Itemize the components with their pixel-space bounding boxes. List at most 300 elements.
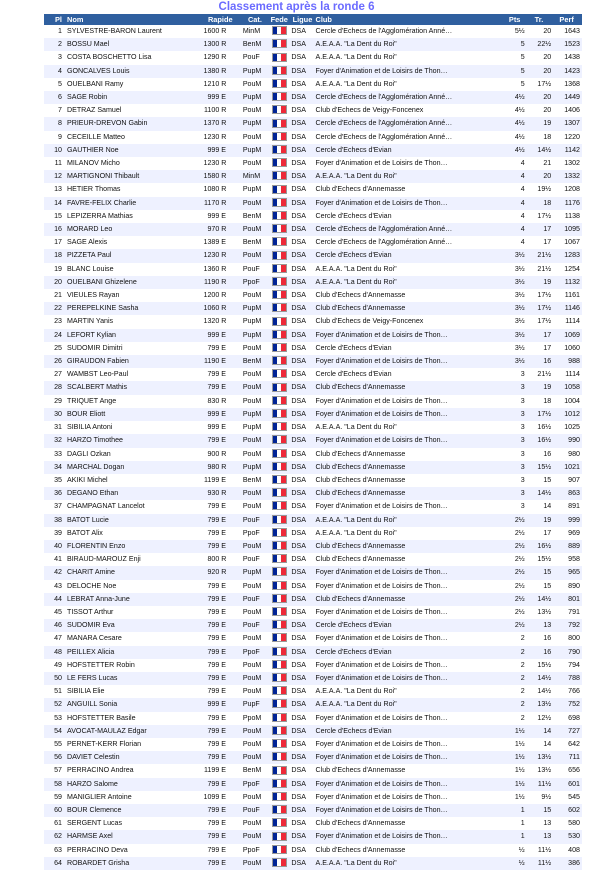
table-row	[44, 104, 582, 117]
cell-name: SIBILIA Antoni	[65, 421, 200, 434]
cell-club: A.E.A.A. "La Dent du Roi"	[314, 698, 505, 711]
cell-tiebreak: 15	[527, 580, 554, 593]
table-row	[44, 804, 582, 817]
cell-performance: 794	[553, 659, 582, 672]
france-flag-icon	[272, 211, 287, 220]
cell-points: 2	[505, 672, 527, 685]
cell-tiebreak: 9½	[527, 791, 554, 804]
cell-place: 20	[44, 276, 65, 289]
cell-category: PouM	[243, 632, 267, 645]
cell-performance: 801	[553, 593, 582, 606]
cell-rating-type: E	[221, 619, 243, 632]
cell-place: 9	[44, 131, 65, 144]
cell-federation	[267, 263, 291, 276]
cell-tiebreak: 17½	[527, 408, 554, 421]
france-flag-icon	[272, 224, 287, 233]
cell-name: PRIEUR-DREVON Gabin	[65, 117, 200, 130]
cell-performance: 1220	[553, 131, 582, 144]
cell-points: 3	[505, 500, 527, 513]
cell-rating-type: R	[221, 553, 243, 566]
cell-rating-type: E	[221, 844, 243, 857]
cell-performance: 1643	[553, 25, 582, 38]
cell-rating-type: E	[221, 698, 243, 711]
cell-club: Foyer d'Animation et de Loisirs de Thon…	[314, 197, 505, 210]
cell-points: 4	[505, 197, 527, 210]
col-header-cat: Cat.	[243, 14, 267, 25]
cell-place: 15	[44, 210, 65, 223]
cell-points: 2½	[505, 527, 527, 540]
cell-rating-type: E	[221, 342, 243, 355]
cell-league: DSA	[291, 197, 313, 210]
cell-performance: 1449	[553, 91, 582, 104]
cell-place: 33	[44, 448, 65, 461]
cell-federation	[267, 632, 291, 645]
cell-points: 3	[505, 487, 527, 500]
cell-category: PouF	[243, 514, 267, 527]
cell-league: DSA	[291, 553, 313, 566]
cell-rating: 970	[200, 223, 222, 236]
cell-name: SIBILIA Elie	[65, 685, 200, 698]
cell-category: PouM	[243, 751, 267, 764]
cell-performance: 1307	[553, 117, 582, 130]
cell-rating-type: E	[221, 817, 243, 830]
cell-name: DAGLI Ozkan	[65, 448, 200, 461]
table-row	[44, 197, 582, 210]
cell-place: 48	[44, 646, 65, 659]
cell-league: DSA	[291, 817, 313, 830]
cell-performance: 642	[553, 738, 582, 751]
cell-tiebreak: 18	[527, 197, 554, 210]
france-flag-icon	[272, 554, 287, 563]
cell-category: PupM	[243, 315, 267, 328]
cell-federation	[267, 514, 291, 527]
cell-rating-type: E	[221, 580, 243, 593]
cell-points: 3	[505, 461, 527, 474]
cell-rating: 1389	[200, 236, 222, 249]
cell-league: DSA	[291, 514, 313, 527]
cell-league: DSA	[291, 183, 313, 196]
cell-points: 3	[505, 408, 527, 421]
cell-rating: 799	[200, 514, 222, 527]
cell-club: Cercle d'Echecs d'Evian	[314, 144, 505, 157]
france-flag-icon	[272, 766, 287, 775]
cell-club: Foyer d'Animation et de Loisirs de Thon…	[314, 395, 505, 408]
cell-federation	[267, 487, 291, 500]
cell-rating: 799	[200, 685, 222, 698]
cell-federation	[267, 659, 291, 672]
cell-category: PouM	[243, 434, 267, 447]
cell-name: MANARA Cesare	[65, 632, 200, 645]
cell-league: DSA	[291, 619, 313, 632]
cell-league: DSA	[291, 157, 313, 170]
cell-rating: 799	[200, 606, 222, 619]
france-flag-icon	[272, 726, 287, 735]
cell-points: 3½	[505, 289, 527, 302]
col-header-pl: Pl	[44, 14, 65, 25]
cell-league: DSA	[291, 104, 313, 117]
cell-points: 3½	[505, 342, 527, 355]
cell-rating-type: R	[221, 263, 243, 276]
cell-name: HARZO Salome	[65, 778, 200, 791]
cell-rating: 799	[200, 434, 222, 447]
france-flag-icon	[272, 647, 287, 656]
cell-league: DSA	[291, 738, 313, 751]
france-flag-icon	[272, 396, 287, 405]
cell-rating: 799	[200, 725, 222, 738]
cell-tiebreak: 13	[527, 817, 554, 830]
cell-federation	[267, 712, 291, 725]
table-row	[44, 725, 582, 738]
cell-rating-type: R	[221, 78, 243, 91]
france-flag-icon	[272, 858, 287, 867]
cell-league: DSA	[291, 566, 313, 579]
cell-name: BOUR Eliott	[65, 408, 200, 421]
cell-points: 5	[505, 51, 527, 64]
cell-rating: 1230	[200, 249, 222, 262]
cell-category: PupM	[243, 421, 267, 434]
cell-category: BenM	[243, 355, 267, 368]
cell-points: 4	[505, 170, 527, 183]
cell-points: 4	[505, 223, 527, 236]
cell-category: PouM	[243, 448, 267, 461]
cell-rating: 799	[200, 619, 222, 632]
cell-place: 35	[44, 474, 65, 487]
cell-rating: 999	[200, 144, 222, 157]
cell-rating: 799	[200, 540, 222, 553]
cell-club: A.E.A.A. "La Dent du Roi"	[314, 421, 505, 434]
cell-club: Foyer d'Animation et de Loisirs de Thon…	[314, 580, 505, 593]
col-header-tr: Tr.	[527, 14, 554, 25]
cell-tiebreak: 13½	[527, 764, 554, 777]
table-row	[44, 38, 582, 51]
cell-place: 63	[44, 844, 65, 857]
cell-rating: 799	[200, 593, 222, 606]
cell-place: 49	[44, 659, 65, 672]
cell-performance: 1067	[553, 236, 582, 249]
cell-rating-type: E	[221, 778, 243, 791]
cell-performance: 965	[553, 566, 582, 579]
cell-federation	[267, 738, 291, 751]
france-flag-icon	[272, 290, 287, 299]
cell-performance: 1368	[553, 78, 582, 91]
cell-place: 5	[44, 78, 65, 91]
cell-tiebreak: 13½	[527, 698, 554, 711]
cell-performance: 1095	[553, 223, 582, 236]
cell-place: 29	[44, 395, 65, 408]
cell-rating-type: R	[221, 170, 243, 183]
cell-tiebreak: 20	[527, 25, 554, 38]
cell-category: MinM	[243, 25, 267, 38]
france-flag-icon	[272, 713, 287, 722]
cell-club: Foyer d'Animation et de Loisirs de Thon…	[314, 408, 505, 421]
cell-rating: 900	[200, 448, 222, 461]
cell-rating-type: E	[221, 659, 243, 672]
cell-club: Foyer d'Animation et de Loisirs de Thon…	[314, 329, 505, 342]
cell-rating: 799	[200, 738, 222, 751]
cell-points: 2	[505, 646, 527, 659]
cell-rating: 999	[200, 210, 222, 223]
table-row	[44, 659, 582, 672]
cell-league: DSA	[291, 223, 313, 236]
cell-federation	[267, 461, 291, 474]
cell-points: 2½	[505, 540, 527, 553]
cell-performance: 1021	[553, 461, 582, 474]
cell-performance: 530	[553, 830, 582, 843]
cell-place: 60	[44, 804, 65, 817]
cell-points: 5	[505, 78, 527, 91]
table-row	[44, 276, 582, 289]
cell-place: 47	[44, 632, 65, 645]
table-row	[44, 315, 582, 328]
cell-name: PERNET-KERR Florian	[65, 738, 200, 751]
cell-club: Cercle d'Echecs de l'Agglomération Anné…	[314, 91, 505, 104]
cell-points: 1½	[505, 751, 527, 764]
cell-tiebreak: 12½	[527, 712, 554, 725]
table-row	[44, 170, 582, 183]
cell-category: BenM	[243, 236, 267, 249]
cell-category: PouM	[243, 857, 267, 870]
cell-tiebreak: 17	[527, 527, 554, 540]
france-flag-icon	[272, 699, 287, 708]
cell-rating-type: R	[221, 315, 243, 328]
cell-place: 42	[44, 566, 65, 579]
cell-federation	[267, 157, 291, 170]
cell-performance: 1132	[553, 276, 582, 289]
cell-category: PupM	[243, 408, 267, 421]
cell-league: DSA	[291, 144, 313, 157]
cell-league: DSA	[291, 698, 313, 711]
cell-federation	[267, 395, 291, 408]
cell-tiebreak: 14½	[527, 487, 554, 500]
cell-rating-type: R	[221, 51, 243, 64]
cell-club: Foyer d'Animation et de Loisirs de Thon…	[314, 355, 505, 368]
cell-points: 4	[505, 183, 527, 196]
cell-club: Club d'Echecs d'Annemasse	[314, 474, 505, 487]
cell-rating-type: E	[221, 593, 243, 606]
cell-name: PEREPELKINE Sasha	[65, 302, 200, 315]
cell-club: Club d'Echecs d'Annemasse	[314, 183, 505, 196]
table-row	[44, 778, 582, 791]
cell-category: PouF	[243, 51, 267, 64]
cell-rating: 1230	[200, 157, 222, 170]
cell-rating: 1060	[200, 302, 222, 315]
france-flag-icon	[272, 422, 287, 431]
cell-name: PIZZETA Paul	[65, 249, 200, 262]
cell-league: DSA	[291, 487, 313, 500]
cell-tiebreak: 17½	[527, 210, 554, 223]
france-flag-icon	[272, 515, 287, 524]
cell-rating-type: E	[221, 632, 243, 645]
cell-rating: 1100	[200, 104, 222, 117]
cell-name: TISSOT Arthur	[65, 606, 200, 619]
cell-category: PouF	[243, 263, 267, 276]
cell-category: PouM	[243, 104, 267, 117]
cell-points: 1½	[505, 738, 527, 751]
france-flag-icon	[272, 369, 287, 378]
col-header-ligue: Ligue	[292, 15, 313, 24]
cell-name: MILANOV Micho	[65, 157, 200, 170]
cell-points: 1½	[505, 764, 527, 777]
cell-club: A.E.A.A. "La Dent du Roi"	[314, 170, 505, 183]
cell-place: 30	[44, 408, 65, 421]
france-flag-icon	[272, 330, 287, 339]
cell-category: PouM	[243, 487, 267, 500]
cell-tiebreak: 17½	[527, 78, 554, 91]
cell-category: PouM	[243, 725, 267, 738]
table-row	[44, 355, 582, 368]
cell-club: A.E.A.A. "La Dent du Roi"	[314, 51, 505, 64]
cell-place: 37	[44, 500, 65, 513]
cell-federation	[267, 685, 291, 698]
cell-federation	[267, 857, 291, 870]
france-flag-icon	[272, 92, 287, 101]
cell-performance: 1142	[553, 144, 582, 157]
table-row	[44, 672, 582, 685]
cell-federation	[267, 791, 291, 804]
table-row	[44, 448, 582, 461]
cell-tiebreak: 15	[527, 566, 554, 579]
cell-place: 38	[44, 514, 65, 527]
cell-name: PERRACINO Deva	[65, 844, 200, 857]
cell-rating-type: E	[221, 527, 243, 540]
cell-place: 26	[44, 355, 65, 368]
cell-rating: 1370	[200, 117, 222, 130]
france-flag-icon	[272, 53, 287, 62]
cell-league: DSA	[291, 448, 313, 461]
cell-category: PouM	[243, 157, 267, 170]
cell-rating: 920	[200, 566, 222, 579]
cell-category: BenM	[243, 764, 267, 777]
cell-points: 3½	[505, 315, 527, 328]
france-flag-icon	[272, 356, 287, 365]
cell-name: BATOT Alix	[65, 527, 200, 540]
cell-rating: 980	[200, 461, 222, 474]
cell-name: MANIGLIER Antoine	[65, 791, 200, 804]
table-row	[44, 764, 582, 777]
cell-federation	[267, 778, 291, 791]
cell-league: DSA	[291, 659, 313, 672]
cell-performance: 545	[553, 791, 582, 804]
cell-points: 3	[505, 421, 527, 434]
cell-performance: 1438	[553, 51, 582, 64]
france-flag-icon	[272, 145, 287, 154]
cell-club: Club d'Echecs de Veigy-Foncenex	[314, 104, 505, 117]
cell-performance: 1025	[553, 421, 582, 434]
cell-name: HOFSTETTER Robin	[65, 659, 200, 672]
cell-points: 1	[505, 830, 527, 843]
cell-league: DSA	[291, 51, 313, 64]
table-row	[44, 738, 582, 751]
table-row	[44, 302, 582, 315]
cell-name: DEGANO Ethan	[65, 487, 200, 500]
cell-points: 4½	[505, 117, 527, 130]
cell-tiebreak: 16½	[527, 434, 554, 447]
cell-place: 43	[44, 580, 65, 593]
cell-place: 6	[44, 91, 65, 104]
cell-category: PouF	[243, 553, 267, 566]
cell-league: DSA	[291, 65, 313, 78]
cell-tiebreak: 15½	[527, 461, 554, 474]
col-header-club: Club	[314, 14, 505, 25]
cell-name: SYLVESTRE-BARON Laurent	[65, 25, 200, 38]
cell-category: PouM	[243, 381, 267, 394]
cell-rating-type: E	[221, 685, 243, 698]
cell-league: DSA	[291, 527, 313, 540]
cell-rating-type: E	[221, 434, 243, 447]
cell-performance: 1332	[553, 170, 582, 183]
cell-league: DSA	[291, 844, 313, 857]
cell-name: LEFORT Kylian	[65, 329, 200, 342]
cell-federation	[267, 210, 291, 223]
cell-category: PouF	[243, 619, 267, 632]
cell-category: PupF	[243, 698, 267, 711]
cell-performance: 990	[553, 434, 582, 447]
table-row	[44, 51, 582, 64]
cell-name: SERGENT Lucas	[65, 817, 200, 830]
cell-category: PouM	[243, 685, 267, 698]
cell-club: Club d'Echecs d'Annemasse	[314, 381, 505, 394]
cell-league: DSA	[291, 540, 313, 553]
cell-place: 39	[44, 527, 65, 540]
table-row	[44, 474, 582, 487]
table-row	[44, 381, 582, 394]
table-row	[44, 830, 582, 843]
table-row	[44, 157, 582, 170]
cell-federation	[267, 474, 291, 487]
cell-rating-type: E	[221, 144, 243, 157]
cell-league: DSA	[291, 632, 313, 645]
cell-federation	[267, 500, 291, 513]
cell-rating-type: E	[221, 791, 243, 804]
cell-category: PouM	[243, 289, 267, 302]
cell-category: PpoF	[243, 778, 267, 791]
cell-tiebreak: 17½	[527, 315, 554, 328]
table-row	[44, 580, 582, 593]
cell-name: PEILLEX Alicia	[65, 646, 200, 659]
cell-points: 5	[505, 38, 527, 51]
cell-place: 58	[44, 778, 65, 791]
cell-club: Cercle d'Echecs d'Evian	[314, 342, 505, 355]
cell-name: FLORENTIN Enzo	[65, 540, 200, 553]
cell-club: Foyer d'Animation et de Loisirs de Thon…	[314, 791, 505, 804]
cell-tiebreak: 16	[527, 355, 554, 368]
cell-performance: 1406	[553, 104, 582, 117]
cell-name: HETIER Thomas	[65, 183, 200, 196]
cell-club: Foyer d'Animation et de Loisirs de Thon…	[314, 778, 505, 791]
cell-rating: 1580	[200, 170, 222, 183]
cell-league: DSA	[291, 395, 313, 408]
table-row	[44, 685, 582, 698]
cell-name: LE FERS Lucas	[65, 672, 200, 685]
cell-league: DSA	[291, 210, 313, 223]
cell-points: 2	[505, 632, 527, 645]
cell-points: 3	[505, 474, 527, 487]
cell-performance: 1138	[553, 210, 582, 223]
cell-place: 59	[44, 791, 65, 804]
cell-place: 11	[44, 157, 65, 170]
cell-tiebreak: 15	[527, 474, 554, 487]
cell-name: SAGE Robin	[65, 91, 200, 104]
cell-rating: 1230	[200, 131, 222, 144]
cell-points: 5½	[505, 25, 527, 38]
cell-rating-type: E	[221, 368, 243, 381]
cell-category: PouF	[243, 804, 267, 817]
cell-name: CECEILLE Matteo	[65, 131, 200, 144]
cell-points: 4	[505, 236, 527, 249]
cell-federation	[267, 817, 291, 830]
cell-league: DSA	[291, 249, 313, 262]
cell-rating-type: E	[221, 421, 243, 434]
